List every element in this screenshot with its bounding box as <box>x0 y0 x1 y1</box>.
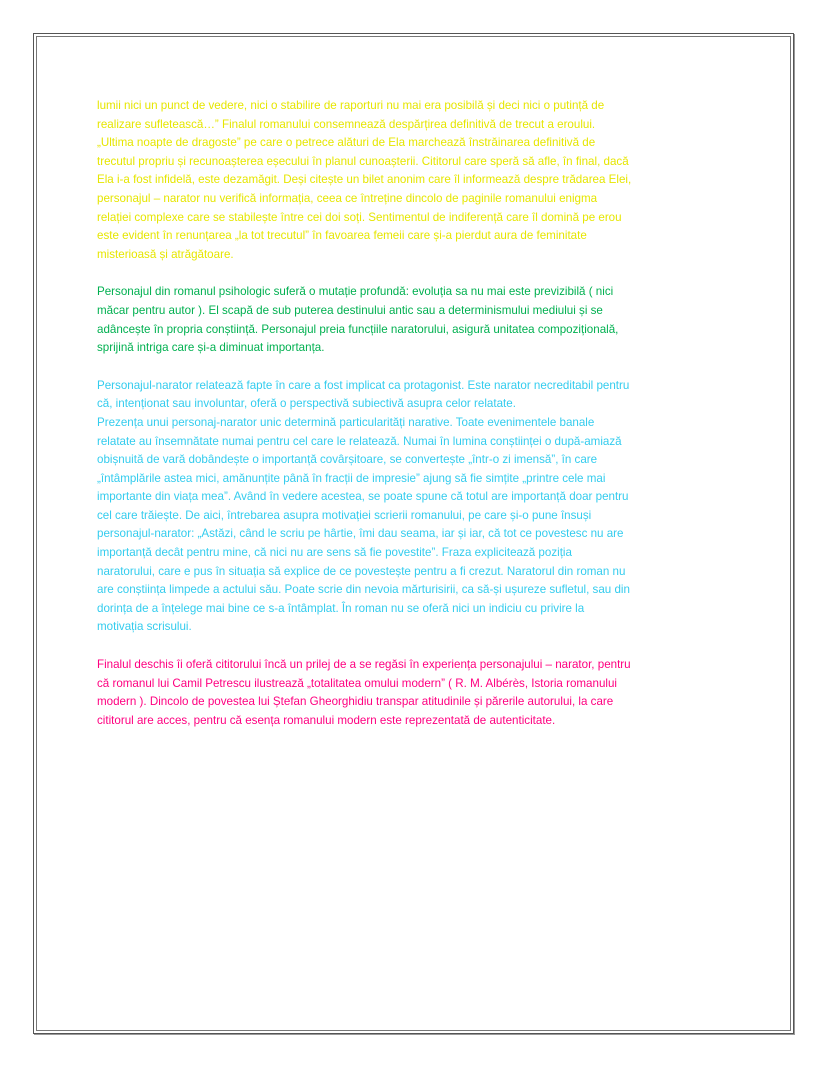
paragraph-line: misterioasă și atrăgătoare. <box>97 247 234 261</box>
paragraph-line: realizare sufletească…” Finalul romanului consemnează despărțirea definitivă de trecut a eroului. <box>97 117 596 131</box>
paragraph-line: sprijină intriga care și-a diminuat importanța. <box>97 341 325 355</box>
paragraph-line: importante din viața mea”. Având în vedere acestea, se poate spune că totul are importanță doar pentru <box>97 490 629 504</box>
paragraph-line: este evident în renunțarea „la tot trecutul” în favoarea femeii care și-a pierdut aura de feminitate <box>97 229 587 243</box>
paragraph-line: lumii nici un punct de vedere, nici o stabilire de raporturi nu mai era posibilă și deci nici o putință de <box>97 99 605 112</box>
document-body <box>97 97 737 730</box>
paragraph-line: motivația scrisului. <box>97 620 192 634</box>
paragraph-line: Ela i-a fost infidelă, este dezamăgit. Deși citește un bilet anonim care îl informează despre trădarea Elei, <box>97 173 632 187</box>
paragraph-line: personajul-narator: „Astăzi, când le scriu pe hârtie, îmi dau seama, iar și iar, că tot ce povestesc nu are <box>97 527 624 541</box>
paragraph-line: cititorul are acces, pentru că esența romanului modern este reprezentată de autenticitate. <box>97 713 556 727</box>
paragraph-line: că romanul lui Camil Petrescu ilustrează „totalitatea omului modern” ( R. M. Albérès, Istoria romanului <box>97 676 617 690</box>
paragraph-2 <box>97 283 737 357</box>
paragraph-line: „întâmplările astea mici, amănunțite până în fracții de impresie” ajung să fie simțite „printre cele mai <box>97 471 606 485</box>
paragraph-line: adâncește în propria conștiință. Personajul preia funcțiile naratorului, asigură unitatea compozițională, <box>97 322 619 336</box>
paragraph-1 <box>97 97 737 264</box>
paragraph-line: obișnuită de vară dobândește o importanță covârșitoare, se convertește „într-o zi imensă”, în care <box>97 453 598 467</box>
paragraph-line: Prezența unui personaj-narator unic determină particularități narative. Toate evenimentele banale <box>97 415 595 429</box>
paragraph-line: Personajul din romanul psihologic suferă o mutație profundă: evoluția sa nu mai este previzibilă ( nici <box>97 285 614 299</box>
paragraph-line: „Ultima noapte de dragoste” pe care o petrece alături de Ela marchează înstrăinarea definitivă de <box>97 136 596 150</box>
paragraph-line: Finalul deschis îi oferă cititorului încă un prilej de a se regăsi în experiența personajului – narator, pentru <box>97 658 631 672</box>
paragraph-4 <box>97 656 737 730</box>
paragraph-3 <box>97 377 737 637</box>
paragraph-line: cel care trăiește. De aici, întrebarea asupra motivației scrierii romanului, pe care și-o pune însuși <box>97 508 592 522</box>
paragraph-line: modern ). Dincolo de povestea lui Ștefan Gheorghidiu transpar atitudinile și părerile autorului, la care <box>97 695 614 709</box>
paragraph-line: relației complexe care se stabilește între cei doi soți. Sentimentul de indiferență care îl domină pe erou <box>97 210 622 224</box>
paragraph-line: trecutul propriu și recunoașterea eșecului în planul cunoașterii. Cititorul care speră să afle, în final, dacă <box>97 154 629 168</box>
paragraph-line: importanță decât pentru mine, că nici nu are sens să fie povestite”. Fraza explicitează poziția <box>97 546 572 560</box>
paragraph-line: dorința de a înțelege mai bine ce s-a întâmplat. În roman nu se oferă nici un indiciu cu privire la <box>97 601 585 615</box>
paragraph-line: Personajul-narator relatează fapte în care a fost implicat ca protagonist. Este narator necreditabil pentru <box>97 378 630 392</box>
paragraph-line: că, intenționat sau involuntar, oferă o perspectivă subiectivă asupra celor relatate. <box>97 397 516 411</box>
paragraph-line: are conștiința limpede a actului său. Poate scrie din nevoia mărturisirii, ca să-și ușureze sufletul, sau din <box>97 583 630 597</box>
paragraph-line: măcar pentru autor ). El scapă de sub puterea destinului antic sau a determinismului mediului și se <box>97 303 603 317</box>
paragraph-line: relatate au însemnătate numai pentru cel care le relatează. Numai în lumina conștiinței o după-amiază <box>97 434 622 448</box>
paragraph-line: naratorului, care e pus în situația să explice de ce povestește pentru a fi crezut. Naratorul din roman nu <box>97 564 626 578</box>
paragraph-line: personajul – narator nu verifică informația, ceea ce întreține dincolo de paginile romanului enigma <box>97 191 598 205</box>
